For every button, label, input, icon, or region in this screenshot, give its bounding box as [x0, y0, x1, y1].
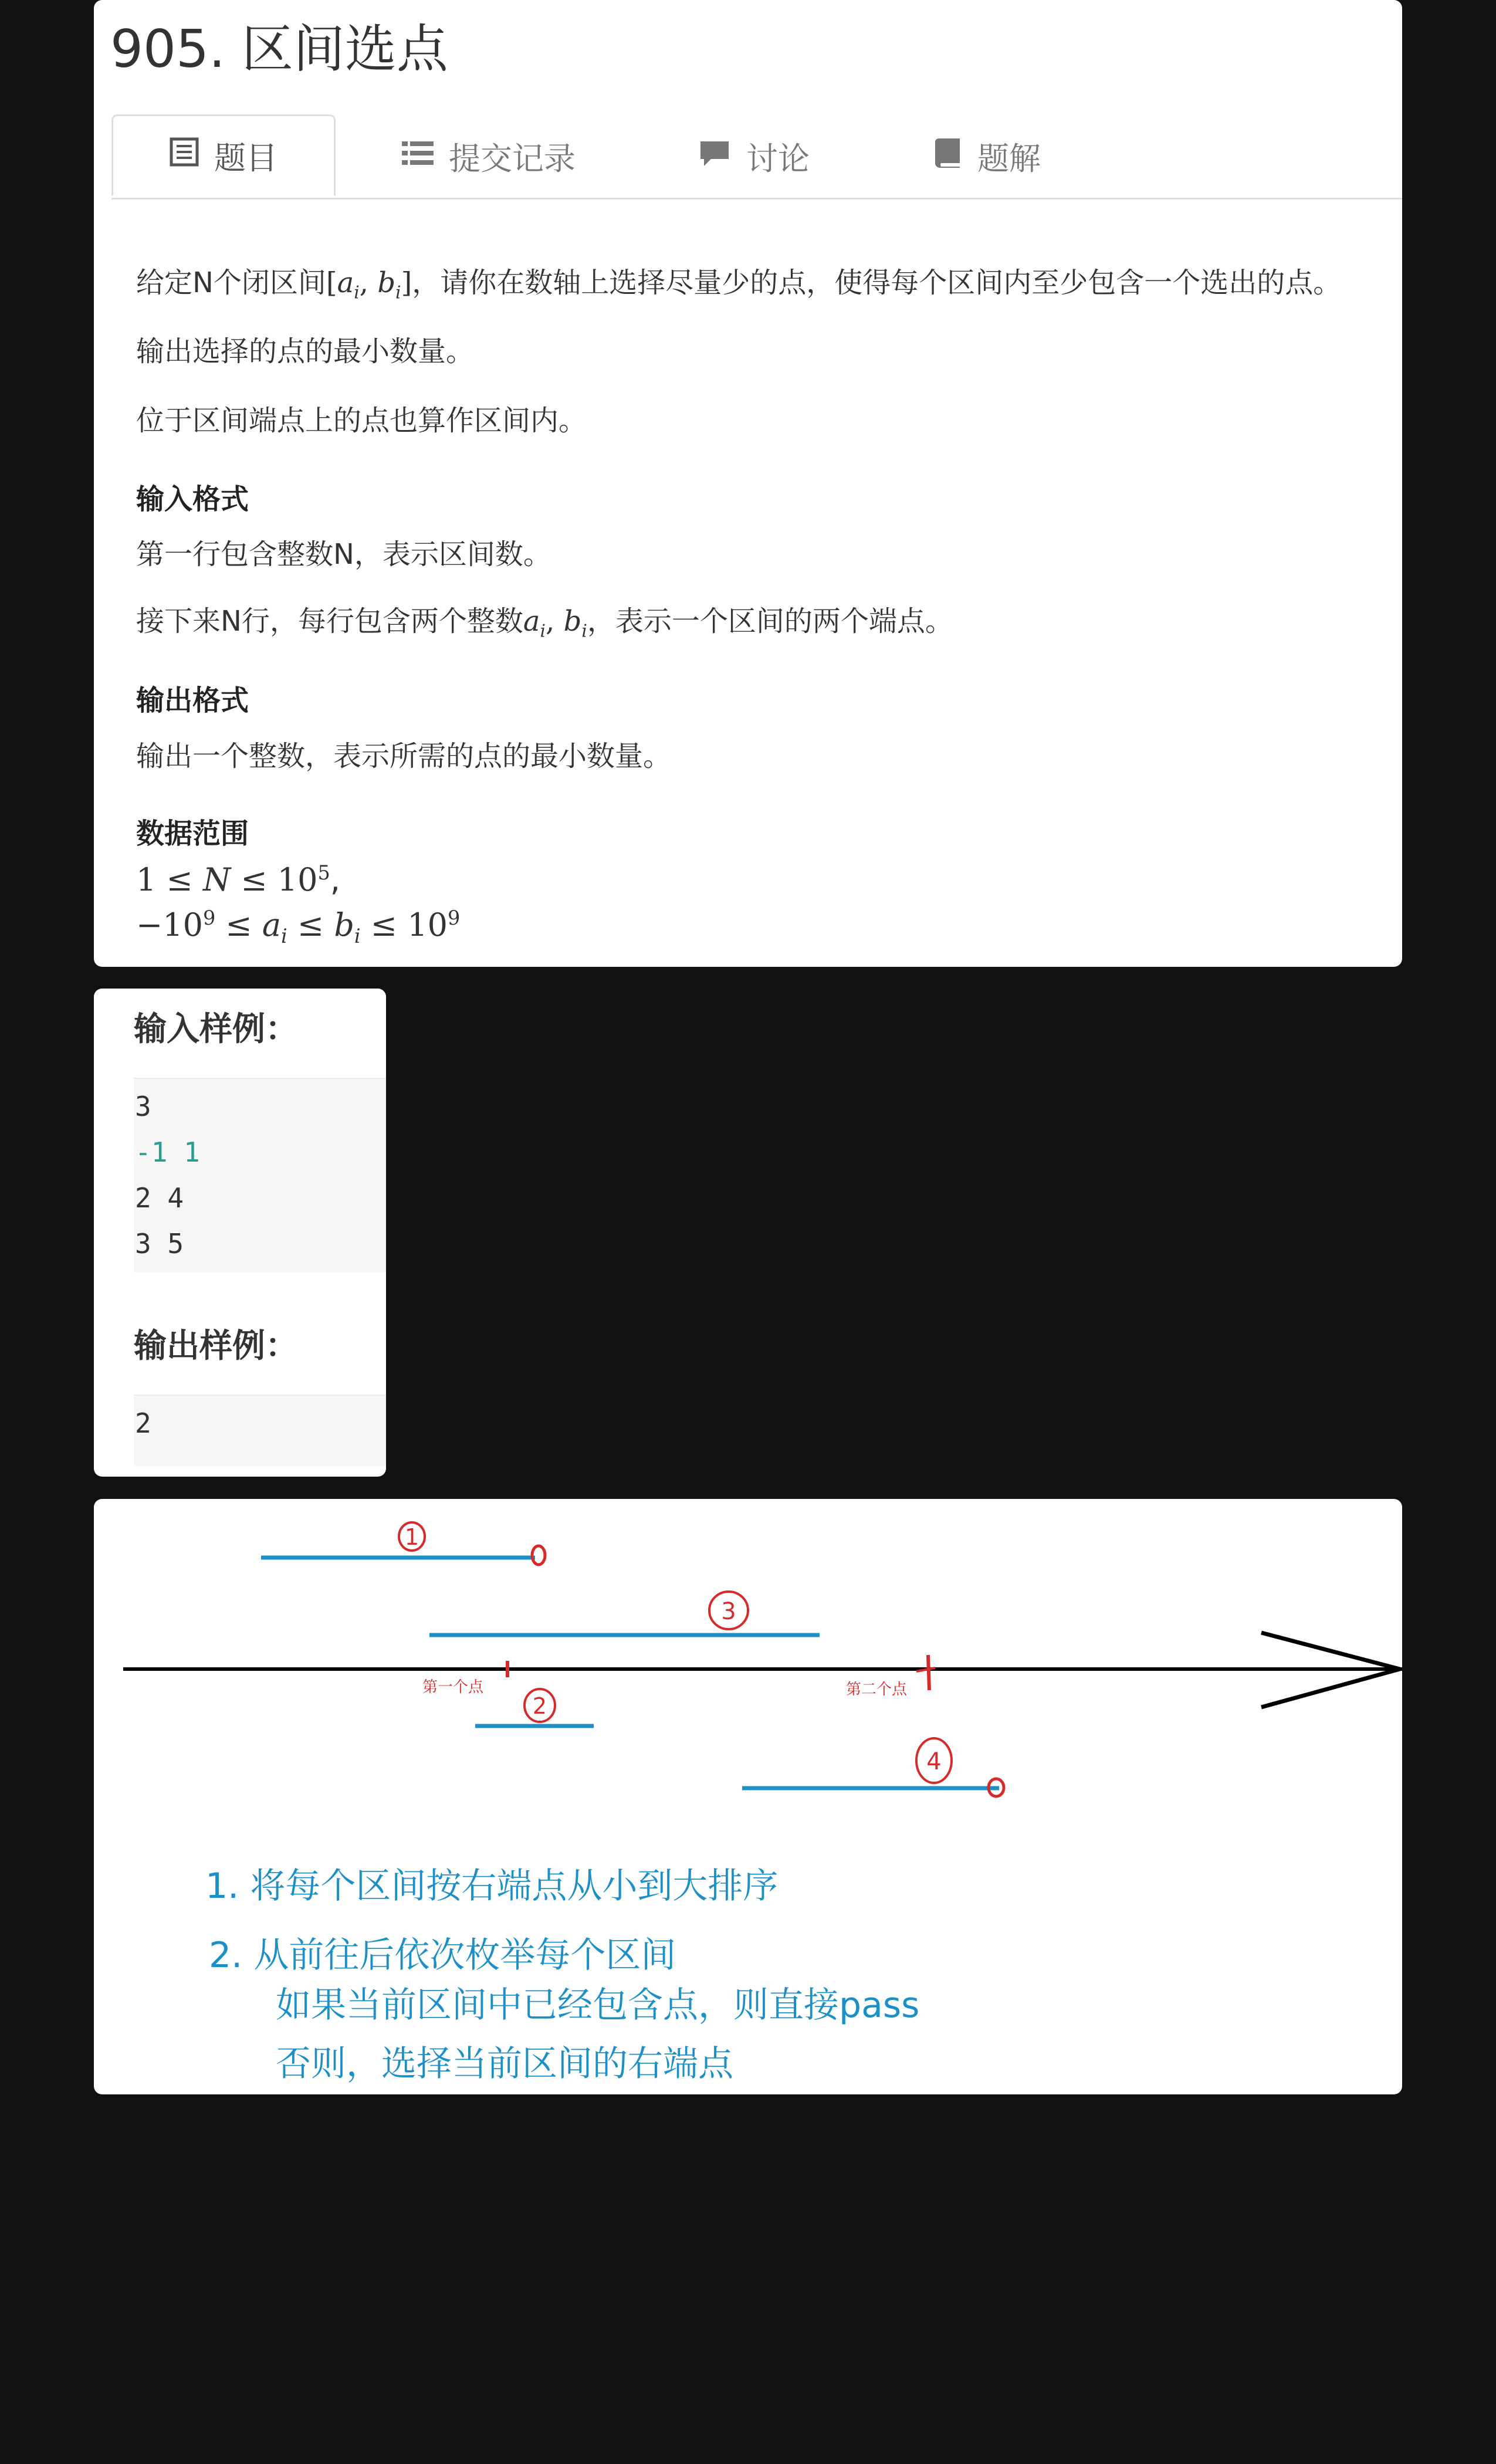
tab-problem[interactable]	[111, 114, 336, 197]
note-step-2b: 否则，选择当前区间的右端点	[276, 2043, 733, 2084]
desc-line-1: 给定N个闭区间[$a_i$, $b_i$]，请你在数轴上选择尽量少的点，使得每个区间内至少包含一个选出的点。	[136, 266, 1342, 303]
desc-line-3: 位于区间端点上的点也算作区间内。	[136, 404, 587, 437]
tab-label: 讨论	[746, 140, 810, 177]
sample-input-line: 3 5	[135, 1228, 184, 1260]
whiteboard-card	[94, 1499, 1402, 2094]
problem-title: 905. 区间选点	[110, 19, 448, 79]
tab-discussion[interactable]	[698, 114, 810, 198]
output-format-line-1: 输出一个整数，表示所需的点的最小数量。	[136, 740, 672, 773]
range-line-1: $1 \le N \le 10^5$,	[136, 861, 340, 898]
book-icon	[934, 137, 962, 175]
selected-point-2	[928, 1655, 929, 1690]
input-format-line-2: 接下来N行，每行包含两个整数$a_i$, $b_i$，表示一个区间的两个端点。	[136, 605, 953, 642]
sample-input-line: 2 4	[135, 1182, 184, 1214]
circle-label-text: 1	[404, 1524, 419, 1550]
sample-input-line: -1 1	[135, 1136, 200, 1168]
output-format-heading: 输出格式	[136, 684, 249, 717]
data-range-heading: 数据范围	[136, 817, 249, 850]
chat-bubble-icon	[698, 138, 731, 175]
point-label-first: 第一个点	[422, 1678, 484, 1696]
tab-label: 提交记录	[449, 140, 576, 177]
circle-label-text: 4	[926, 1748, 942, 1775]
problem-card	[94, 0, 1402, 967]
point-label-second: 第二个点	[846, 1681, 908, 1698]
note-step-1: 1. 将每个区间按右端点从小到大排序	[205, 1866, 779, 1907]
sample-output-box	[134, 1395, 386, 1466]
note-step-2: 2. 从前往后依次枚举每个区间	[209, 1935, 676, 1976]
circle-label-text: 2	[532, 1693, 547, 1719]
list-icon	[402, 138, 434, 175]
sample-output-heading: 输出样例：	[134, 1327, 298, 1365]
tab-label: 题目	[214, 139, 277, 177]
sample-card	[94, 989, 386, 1477]
tab-label: 题解	[977, 140, 1041, 177]
range-line-2: $-10^9 \le a_i \le b_i \le 10^9$	[136, 906, 461, 947]
sample-input-heading: 输入样例：	[134, 1010, 298, 1048]
sample-input-box	[134, 1078, 386, 1272]
list-icon	[170, 137, 199, 174]
desc-line-2: 输出选择的点的最小数量。	[136, 335, 475, 368]
sample-output-line: 2	[135, 1407, 151, 1439]
tab-submissions[interactable]	[402, 114, 576, 198]
note-step-2a: 如果当前区间中已经包含点，则直接pass	[276, 1985, 920, 2026]
tab-solutions[interactable]	[934, 114, 1041, 198]
sample-input-line: 3	[135, 1091, 151, 1122]
endpoint-mark	[532, 1546, 545, 1565]
problem-tabs	[111, 114, 1402, 199]
input-format-heading: 输入格式	[136, 483, 249, 516]
input-format-line-1: 第一行包含整数N，表示区间数。	[136, 538, 551, 571]
circle-label-text: 3	[721, 1598, 736, 1625]
